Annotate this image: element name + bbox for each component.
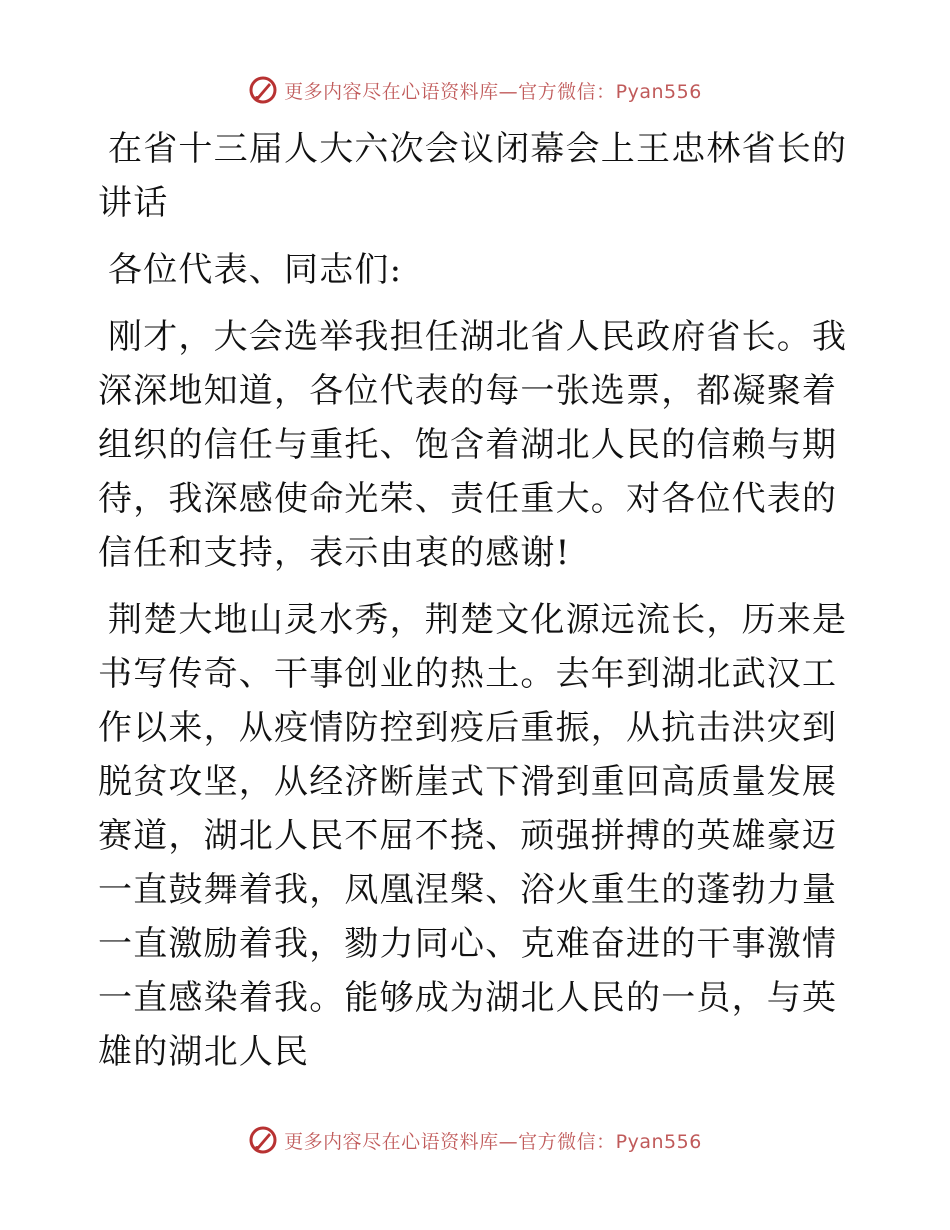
quill-logo-icon [248,75,278,105]
document-body [98,122,858,1092]
watermark-text: 更多内容尽在心语资料库—官方微信：Pyan556 [284,80,702,103]
body-paragraph: 荆楚大地山灵水秀，荆楚文化源远流长，历来是书写传奇、干事创业的热土。去年到湖北武汉工作以来，从疫情防控到疫后重振，从抗击洪灾到脱贫攻坚，从经济断崖式下滑到重回高质量发展赛道，湖北人民不屈不挠、顽强拼搏的英雄豪迈一直鼓舞着我，凤凰涅槃、浴火重生的蓬勃力量一直激励着我，勠力同心、克难奋进的干事激情一直感染着我。能够成为湖北人民的一员，与英雄的湖北人民 [98,600,848,1072]
footer-watermark [0,1120,950,1160]
body-paragraph: 刚才，大会选举我担任湖北省人民政府省长。我深深地知道，各位代表的每一张选票，都凝聚着组织的信任与重托、饱含着湖北人民的信赖与期待，我深感使命光荣、责任重大。对各位代表的信任和支持，表示由衷的感谢! [98,317,848,573]
header-watermark [0,70,950,110]
document-title: 在省十三届人大六次会议闭幕会上王忠林省长的讲话 [98,129,848,223]
watermark-text: 更多内容尽在心语资料库—官方微信：Pyan556 [284,1130,702,1153]
quill-logo-icon [248,1125,278,1155]
salutation: 各位代表、同志们: [108,250,403,290]
